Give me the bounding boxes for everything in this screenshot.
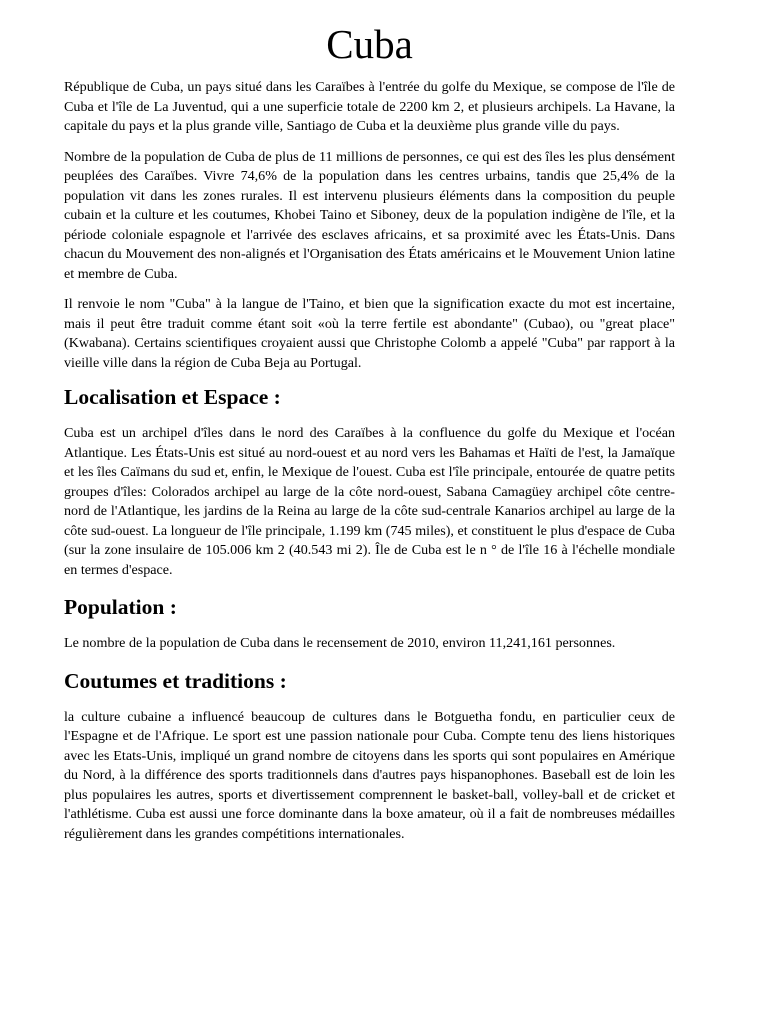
section-paragraph-population: Le nombre de la population de Cuba dans le recensement de 2010, environ 11,241,161 personnes.: [64, 635, 616, 651]
section-heading-coutumes: Coutumes et traditions :: [64, 668, 287, 693]
section-paragraph-localisation: Cuba est un archipel d'îles dans le nord des Caraïbes à la confluence du golfe du Mexique et l'océan Atlantique. Les États-Unis est situé au nord-ouest et au nord vers les Bahamas et Haïti de l'est, la Jamaïque et les îles Caïmans du sud et, enfin, le Mexique de l'ouest. Cuba est l'île principale, entourée de quatre petits groupes d'îles: Colorados archipel au large de la côte nord-ouest, Sabana Camagüey archipel côte centre-nord de l'Atlantique, les jardins de la Reina au large de la côte sud-centrale Kanarios archipel au large de la côte sud-ouest. La longueur de l'île principale, 1.199 km (745 miles), et constituent le plus d'espace de Cuba (sur la zone insulaire de 105.006 km 2 (40.543 mi 2). Île de Cuba est le n ° de l'île 16 à l'échelle mondiale en termes d'espace.: [64, 425, 675, 578]
intro-paragraph-1: République de Cuba, un pays situé dans les Caraïbes à l'entrée du golfe du Mexique, se compose de l'île de Cuba et l'île de La Juventud, qui a une superficie totale de 2200 km 2, et plusieurs archipels. La Havane, la capitale du pays et la plus grande ville, Santiago de Cuba et la deuxième plus grande ville du pays.: [64, 79, 675, 134]
section-paragraph-coutumes: la culture cubaine a influencé beaucoup de cultures dans le Botguetha fondu, en particulier ceux de l'Espagne et de l'Afrique. Le sport est une passion nationale pour Cuba. Compte tenu des liens historiques avec les Etats-Unis, impliqué un grand nombre de citoyens dans les sports qui sont populaires en Amérique du Nord, à la différence des sports traditionnels dans d'autres pays hispanophones. Baseball est de loin les plus populaires les autres, sports et divertissement comprennent le basket-ball, volley-ball et de cricket et l'athlétisme. Cuba est aussi une force dominante dans la boxe amateur, où il a fait de nombreuses médailles régulièrement dans les grandes compétitions internationales.: [64, 708, 675, 842]
document-page: [64, 20, 675, 855]
section-heading-localisation: Localisation et Espace :: [64, 385, 281, 409]
section-heading-population: Population :: [64, 595, 177, 619]
intro-paragraph-3: Il renvoie le nom "Cuba" à la langue de l'Taino, et bien que la signification exacte du mot est incertaine, mais il peut être traduit comme étant soit «où la terre fertile est abondante" (Cubao), ou "great place" (Kwabana). Certains scientifiques croyaient aussi que Christophe Colomb a appelé "Cuba" par rapport à la vieille ville dans la région de Cuba Beja au Portugal.: [64, 296, 675, 371]
intro-paragraph-2: Nombre de la population de Cuba de plus de 11 millions de personnes, ce qui est des îles les plus densément peuplées des Caraïbes. Vivre 74,6% de la population dans les centres urbains, tandis que 25,4% de la population vit dans les zones rurales. Il est intervenu plusieurs éléments dans la composition du peuple cubain et la culture et les coutumes, Khobei Taino et Siboney, deux de la population indigène de l'île, et la période coloniale espagnole et l'arrivée des esclaves africains, et sa proximité avec les États-Unis. Dans chacun du Mouvement des non-alignés et l'Organisation des États américains et le Mouvement Union latine et membre de Cuba.: [64, 148, 675, 282]
page-title: Cuba: [326, 21, 413, 67]
